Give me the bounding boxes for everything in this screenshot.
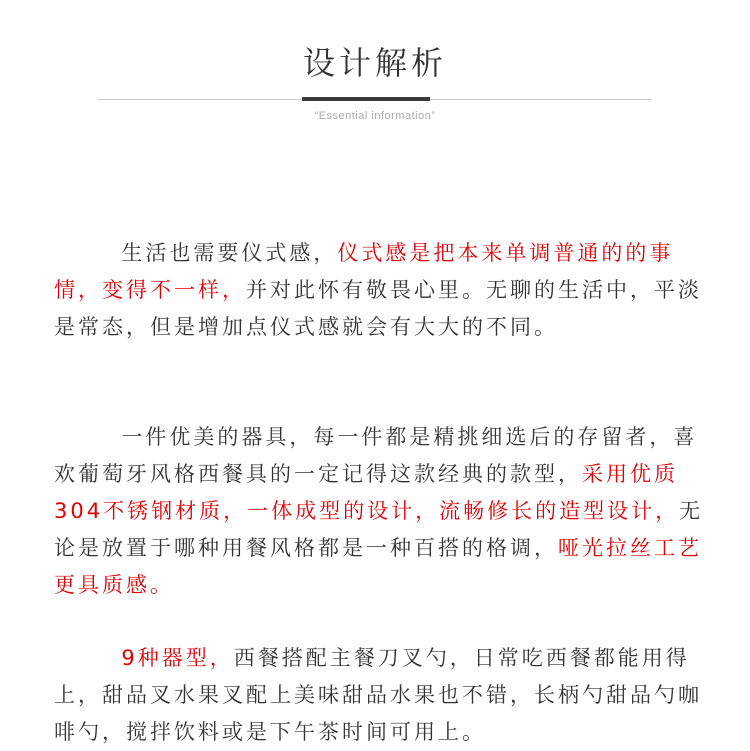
paragraph-text: 并对此怀有敬畏心里。无聊的生活中，平淡是常态，但是增加点仪式感就会有大大的不同。	[54, 278, 702, 339]
paragraph-ritual	[54, 198, 704, 346]
paragraph-text	[73, 646, 121, 670]
paragraph-highlight: 仪式感是把本来单调普通的的事情，变得不一样，	[54, 241, 674, 302]
paragraph-text: 西餐搭配主餐刀叉勺，日常吃西餐都能用得上，甜品叉水果叉配上美味甜品水果也不错，长柄勺甜品勺咖啡勺，搅拌饮料或是下午茶时间可用上。	[54, 646, 702, 744]
paragraph-highlight: 采用优质304不锈钢材质，一体成型的设计，流畅修长的造型设计，	[54, 462, 680, 523]
section-subtitle: “Essential information”	[314, 110, 436, 122]
paragraph-text: 无论是放置于哪种用餐风格都是一种百搭的格调，	[54, 499, 704, 560]
paragraph-utensil-types	[54, 603, 704, 751]
section-title: 设计解析	[302, 44, 447, 82]
paragraph-highlight: 哑光拉丝工艺更具质感。	[54, 536, 702, 597]
paragraph-text: 生活也需要仪式感，	[73, 241, 338, 265]
paragraph-highlight: 9种器型，	[121, 646, 234, 670]
title-underline-accent	[302, 97, 430, 101]
paragraph-material	[54, 382, 704, 604]
paragraph-text: 一件优美的器具，每一件都是精挑细选后的存留者，喜欢葡萄牙风格西餐具的一定记得这款经典的款型，	[54, 425, 698, 486]
